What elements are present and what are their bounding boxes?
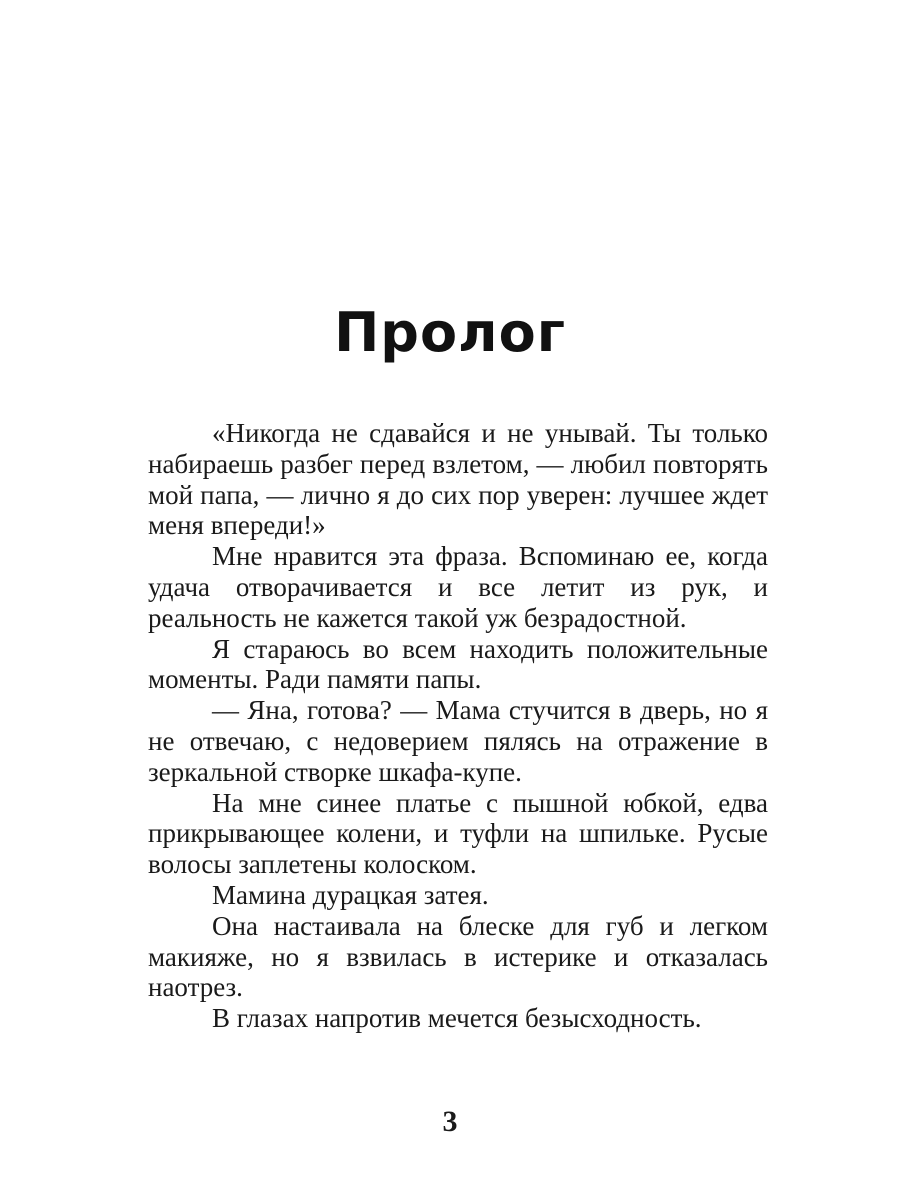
paragraph: Мне нравится эта фраза. Вспоминаю ее, когда удача отворачивается и все летит из рук, и реальность не кажется такой уж безрадостной. bbox=[148, 541, 768, 633]
paragraph: Мамина дурацкая затея. bbox=[212, 879, 489, 910]
paragraph: На мне синее платье с пышной юбкой, едва прикрывающее колени, и туфли на шпильке. Русые волосы заплетены колоском. bbox=[148, 787, 768, 880]
page-number: 3 bbox=[442, 1105, 458, 1138]
paragraph: Она настаивала на блеске для губ и легком макияже, но я взвилась в истерике и отказалась наотрез. bbox=[148, 910, 768, 1003]
chapter-title: Пролог bbox=[334, 301, 566, 364]
paragraph: В глазах напротив мечется безысходность. bbox=[212, 1003, 702, 1034]
paragraph: Я стараюсь во всем находить положительные моменты. Ради памяти папы. bbox=[148, 633, 768, 695]
chapter-text bbox=[148, 418, 768, 1034]
paragraph: — Яна, готова? — Мама стучится в дверь, но я не отвечаю, с недоверием пялясь на отражение в зеркальной створке шкафа-купе. bbox=[148, 695, 768, 787]
paragraph: «Никогда не сдавайся и не унывай. Ты только набираешь разбег перед взлетом, — любил повторять мой папа, — лично я до сих пор уверен: лучшее ждет меня впереди!» bbox=[148, 418, 768, 541]
